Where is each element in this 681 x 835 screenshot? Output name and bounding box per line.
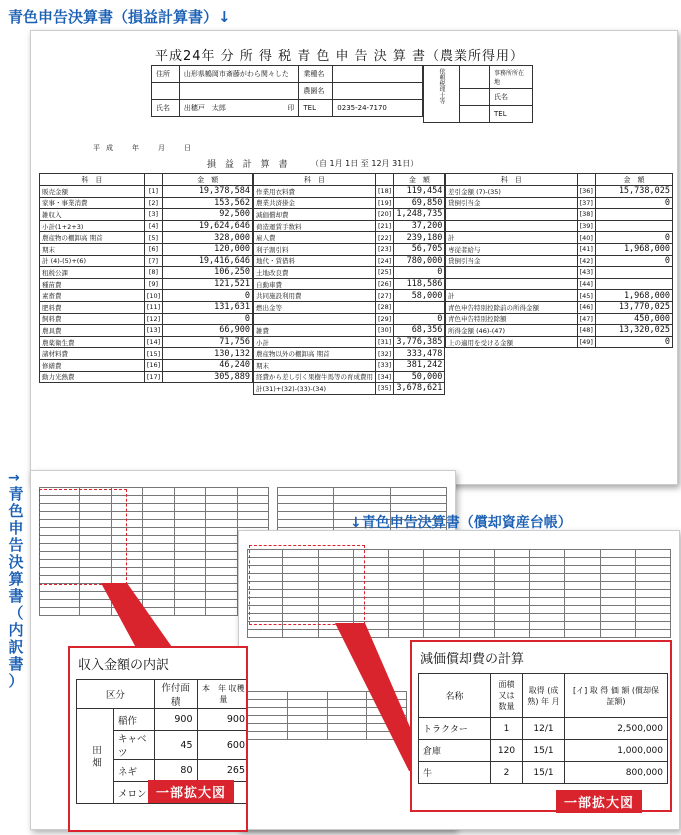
pl-item-amount: 68,356 [394, 325, 445, 337]
pl-item-label: 小計 [254, 336, 376, 348]
pl-row [254, 267, 445, 279]
pl-row [40, 290, 253, 302]
pl-item-amount: 153,562 [163, 197, 253, 209]
pl-item-amount: 19,378,584 [163, 186, 253, 198]
breakdown-zoom-panel [68, 646, 248, 832]
pl-item-label: 所得金額 (46)-(47) [446, 325, 578, 337]
pl-row [254, 371, 445, 383]
pl-item-number: [1] [144, 186, 162, 198]
asset-zoom-title: 減価償却費の計算 [420, 652, 525, 667]
pl-row [446, 278, 673, 290]
pl-item-amount: 3,776,385 [394, 336, 445, 348]
pl-item-number: [41] [577, 243, 595, 255]
pl-item-number: [27] [376, 290, 394, 302]
pl-item-number: [25] [376, 267, 394, 279]
pl-item-number: [11] [144, 301, 162, 313]
pl-row [446, 336, 673, 348]
pl-item-number: [2] [144, 197, 162, 209]
pl-item-amount [394, 301, 445, 313]
pl-item-amount [595, 267, 672, 279]
pl-item-number: [14] [144, 336, 162, 348]
pl-row [40, 371, 253, 383]
pl-item-amount: 118,586 [394, 278, 445, 290]
asset-zoom-badge: 一部拡大図 [556, 790, 642, 813]
pl-row [40, 267, 253, 279]
pl-item-label: 販売金額 [40, 186, 145, 198]
pl-item-number: [7] [144, 255, 162, 267]
pl-row [254, 336, 445, 348]
pl-item-number: [19] [376, 197, 394, 209]
pl-item-number: [16] [144, 359, 162, 371]
pl-item-amount: 37,200 [394, 220, 445, 232]
pl-item-label: 計 (4)-(5)+(6) [40, 255, 145, 267]
pl-row [446, 301, 673, 313]
pl-item-label: 差引金額 (7)-(35) [446, 186, 578, 198]
pl-item-number: [49] [577, 336, 595, 348]
pl-row [40, 197, 253, 209]
pl-item-amount: 239,180 [394, 232, 445, 244]
pl-row [254, 313, 445, 325]
pl-item-label: 燃出金等 [254, 301, 376, 313]
asset-zoom-table: 名称 面積 又は 数量 取得 (成熟) 年 月 [イ] 取 得 価 額 (償却保証額) トラクター 1 12/1 2,500,000 倉庫 120 15/1 1,000,000 牛 2 15/1 800,000 [418, 673, 668, 784]
pl-item-number: [8] [144, 267, 162, 279]
pl-item-amount: 71,756 [163, 336, 253, 348]
pl-row [254, 255, 445, 267]
pl-item-amount: 333,478 [394, 348, 445, 360]
pl-item-label [446, 278, 578, 290]
pl-item-amount: 19,624,646 [163, 220, 253, 232]
pl-item-number: [26] [376, 278, 394, 290]
pl-row [40, 359, 253, 371]
pl-item-label: 青色申告特別控除前の所得金額 [446, 301, 578, 313]
pl-item-amount: 0 [163, 313, 253, 325]
breakdown-zoom-badge: 一部拡大図 [148, 780, 234, 803]
pl-item-number: [3] [144, 209, 162, 221]
pl-item-label: 専従者給与 [446, 243, 578, 255]
main-title: 青色申告決算書（損益計算書）↓ [8, 8, 231, 26]
pl-item-label: 貸倒引当金 [446, 255, 578, 267]
pl-row [446, 267, 673, 279]
pl-item-label: 経費から差し引く果樹牛馬等の育成費用 [254, 371, 376, 383]
pl-item-number: [15] [144, 348, 162, 360]
pl-item-amount: 106,250 [163, 267, 253, 279]
pl-item-label [254, 313, 376, 325]
pl-row [40, 325, 253, 337]
pl-item-amount: 1,248,735 [394, 209, 445, 221]
pl-item-number: [13] [144, 325, 162, 337]
taxpayer-info: 住所 山形県鶴岡市斎藤がわら関々した 業種名 農園名 氏名 出穂戸 太郎 印 TEL 0235-24-7170 [151, 65, 423, 117]
pl-item-number: [5] [144, 232, 162, 244]
pl-item-amount: 0 [595, 232, 672, 244]
pl-item-amount: 121,521 [163, 278, 253, 290]
pl-item-label [446, 267, 578, 279]
pl-item-amount: 92,500 [163, 209, 253, 221]
pl-row [254, 301, 445, 313]
profit-loss-document [30, 30, 678, 485]
pl-item-number: [18] [376, 186, 394, 198]
pl-row [254, 278, 445, 290]
pl-item-number: [44] [577, 278, 595, 290]
pl-item-number: [20] [376, 209, 394, 221]
pl-item-label: 土地改良費 [254, 267, 376, 279]
pl-item-amount: 381,242 [394, 359, 445, 371]
pl-item-label: 素畜費 [40, 290, 145, 302]
pl-item-label: 共同施設利用費 [254, 290, 376, 302]
pl-row [446, 186, 673, 198]
pl-row [254, 232, 445, 244]
pl-item-number: [38] [577, 209, 595, 221]
pl-item-number: [45] [577, 290, 595, 302]
pl-item-number: [28] [376, 301, 394, 313]
pl-row [40, 255, 253, 267]
pl-row [40, 278, 253, 290]
pl-item-label: 農産物の棚卸高 期首 [40, 232, 145, 244]
pl-item-number: [4] [144, 220, 162, 232]
pl-row [254, 290, 445, 302]
pl-item-number: [39] [577, 220, 595, 232]
pl-item-amount: 130,132 [163, 348, 253, 360]
pl-item-amount: 13,320,025 [595, 325, 672, 337]
pl-row [40, 209, 253, 221]
pl-item-label: 家事・事業消費 [40, 197, 145, 209]
pl-item-amount: 19,416,646 [163, 255, 253, 267]
pl-item-amount: 328,000 [163, 232, 253, 244]
pl-row [40, 348, 253, 360]
pl-row [446, 243, 673, 255]
pl-item-amount: 450,000 [595, 313, 672, 325]
pl-item-label: 動力光熱費 [40, 371, 145, 383]
pl-item-label: 小計(1+2+3) [40, 220, 145, 232]
pl-row [446, 255, 673, 267]
pl-row [446, 220, 673, 232]
pl-item-label: 計(31)+(32)-(33)-(34) [254, 383, 376, 395]
pl-item-label: 肥料費 [40, 301, 145, 313]
pl-item-amount: 13,770,025 [595, 301, 672, 313]
pl-row [254, 359, 445, 371]
breakdown-zoom-title: 収入金額の内訳 [78, 658, 170, 673]
pl-table-middle: 科 目 金 額 作業用衣料費 [18] 119,454 農業共済掛金 [19] 69,850 減価償却費 [20] 1,248,735 荷造運賃手数料 [21] 37,200 雇人費 [22] 239,180 利子割引料 [23] 56,705 地代・賃借料 [24] 780,000 土地改良費 [25] 0 自動車費 [26] 118,586 共同施設利用費 [27] 58,000 燃出金等 [28] [29] 0 雑費 [30] 68,356 小計 [31] 3,776,385 農産物以外の棚卸高 期首 [32] 333,478 期末 [33] 381,242 経費から差し引く果樹牛馬等の育成費用 [34] 50,000 計(31)+(32)-(33)-(34) [35] 3,678,621 [253, 173, 445, 395]
asset-zoom-panel [410, 640, 672, 812]
pl-item-amount: 58,000 [394, 290, 445, 302]
pl-item-number: [21] [376, 220, 394, 232]
pl-item-amount: 3,678,621 [394, 383, 445, 395]
pl-item-amount [595, 220, 672, 232]
pl-item-amount: 69,850 [394, 197, 445, 209]
pl-item-label: 計 [446, 290, 578, 302]
pl-item-label: 雑収入 [40, 209, 145, 221]
pl-item-amount: 0 [394, 267, 445, 279]
pl-item-label: 修繕費 [40, 359, 145, 371]
pl-item-label: 農薬衛生費 [40, 336, 145, 348]
pl-item-number: [29] [376, 313, 394, 325]
pl-item-label: 農産物以外の棚卸高 期首 [254, 348, 376, 360]
pl-item-number: [24] [376, 255, 394, 267]
pl-item-amount [595, 278, 672, 290]
pl-item-label: 期末 [40, 243, 145, 255]
pl-table-right: 科 目 金 額 差引金額 (7)-(35) [36] 15,738,025 貸倒引当金 [37] 0 [38] [39] 計 [40] 0 専従者給与 [41] 1,968,000 貸倒引当金 [42] 0 [43] [44] 計 [45] 1,968,000 青色申告特別控除前の所得金額 [46] 13,770,025 青色申告特別控除額 [47] 450,000 所得金額 (46)-(47) [48] 13,320,025 上の適用を受ける金額 [49] 0 [445, 173, 673, 348]
pl-row [446, 197, 673, 209]
breakdown-zoom-table: 区分 作付面積 本 年 収穫量 田 畑 稲作 900 900 キャベツ 45 600 ネギ 80 265 メロン [76, 679, 248, 804]
pl-item-number: [42] [577, 255, 595, 267]
pl-row [254, 348, 445, 360]
pl-item-amount: 1,968,000 [595, 290, 672, 302]
pl-period: （自 1月 1日 至 12月 31日） [311, 159, 419, 168]
pl-item-amount: 66,900 [163, 325, 253, 337]
pl-row [40, 186, 253, 198]
pl-row [40, 301, 253, 313]
pl-item-amount: 15,738,025 [595, 186, 672, 198]
pl-item-label [446, 220, 578, 232]
document-title: 平成24年 分 所 得 税 青 色 申 告 決 算 書（農業所得用） [155, 49, 524, 64]
pl-item-label: 農業共済掛金 [254, 197, 376, 209]
pl-item-label: 荷造運賃手数料 [254, 220, 376, 232]
date-line: 平成 年 月 日 [93, 144, 197, 152]
agent-info: 依頼税理士等 事務所所在地 氏名 TEL [423, 65, 533, 123]
pl-item-amount: 780,000 [394, 255, 445, 267]
pl-item-amount [595, 209, 672, 221]
pl-row [254, 186, 445, 198]
pl-item-label: 地代・賃借料 [254, 255, 376, 267]
pl-item-number: [33] [376, 359, 394, 371]
pl-row [254, 243, 445, 255]
pl-item-amount: 0 [595, 255, 672, 267]
pl-item-number: [40] [577, 232, 595, 244]
pl-item-number: [36] [577, 186, 595, 198]
pl-row [40, 336, 253, 348]
pl-item-amount: 56,705 [394, 243, 445, 255]
pl-row [254, 325, 445, 337]
pl-item-number: [34] [376, 371, 394, 383]
pl-item-label: 雑費 [254, 325, 376, 337]
pl-item-label: 計 [446, 232, 578, 244]
pl-row [446, 313, 673, 325]
pl-subtitle: 損 益 計 算 書 [207, 160, 291, 170]
pl-item-number: [32] [376, 348, 394, 360]
pl-item-label [446, 209, 578, 221]
pl-table-left: 科 目 金 額 販売金額 [1] 19,378,584 家事・事業消費 [2] 153,562 雑収入 [3] 92,500 小計(1+2+3) [4] 19,624,646 農産物の棚卸高 期首 [5] 328,000 期末 [6] 120,000 計 (4)-(5)+(6) [7] 19,416,646 租税公課 [8] 106,250 種苗費 [9] 121,521 素畜費 [10] 0 肥料費 [11] 131,631 飼料費 [12] 0 農具費 [13] 66,900 農薬衛生費 [14] 71,756 諸材料費 [15] 130,132 修繕費 [16] 46,240 動力光熱費 [17] 305,889 [39, 173, 253, 383]
pl-item-number: [22] [376, 232, 394, 244]
pl-item-label: 青色申告特別控除額 [446, 313, 578, 325]
pl-item-label: 飼料費 [40, 313, 145, 325]
pl-item-amount: 119,454 [394, 186, 445, 198]
pl-row [446, 232, 673, 244]
pl-item-number: [9] [144, 278, 162, 290]
pl-row [446, 209, 673, 221]
pl-item-number: [10] [144, 290, 162, 302]
pl-item-number: [37] [577, 197, 595, 209]
pl-item-amount: 131,631 [163, 301, 253, 313]
pl-row [254, 197, 445, 209]
pl-item-amount: 0 [394, 313, 445, 325]
pl-item-amount: 46,240 [163, 359, 253, 371]
pl-item-amount: 305,889 [163, 371, 253, 383]
pl-item-label: 上の適用を受ける金額 [446, 336, 578, 348]
asset-title: ↓青色申告決算書（償却資産台帳） [350, 515, 572, 531]
pl-item-label: 農具費 [40, 325, 145, 337]
pl-row [254, 383, 445, 395]
pl-item-number: [35] [376, 383, 394, 395]
pl-item-number: [30] [376, 325, 394, 337]
pl-item-number: [43] [577, 267, 595, 279]
pl-item-amount: 0 [163, 290, 253, 302]
pl-item-number: [48] [577, 325, 595, 337]
pl-row [40, 313, 253, 325]
pl-row [254, 220, 445, 232]
pl-row [40, 232, 253, 244]
pl-item-label: 雇人費 [254, 232, 376, 244]
pl-row [446, 290, 673, 302]
pl-item-label: 種苗費 [40, 278, 145, 290]
pl-item-label: 貸倒引当金 [446, 197, 578, 209]
pl-item-label: 期末 [254, 359, 376, 371]
pl-item-number: [6] [144, 243, 162, 255]
pl-item-label: 利子割引料 [254, 243, 376, 255]
pl-item-label: 自動車費 [254, 278, 376, 290]
pl-item-amount: 1,968,000 [595, 243, 672, 255]
pl-item-amount: 120,000 [163, 243, 253, 255]
pl-item-number: [12] [144, 313, 162, 325]
pl-item-amount: 0 [595, 197, 672, 209]
pl-item-number: [46] [577, 301, 595, 313]
breakdown-arrow: → [8, 470, 20, 486]
pl-row [446, 325, 673, 337]
pl-item-number: [23] [376, 243, 394, 255]
pl-item-amount: 0 [595, 336, 672, 348]
pl-row [254, 209, 445, 221]
pl-item-label: 諸材料費 [40, 348, 145, 360]
pl-item-number: [31] [376, 336, 394, 348]
breakdown-title: 青 色 申 告 決 算 書 （ 内 訳 書 ） [8, 485, 24, 690]
pl-item-number: [47] [577, 313, 595, 325]
pl-item-label: 減価償却費 [254, 209, 376, 221]
pl-row [40, 220, 253, 232]
pl-item-number: [17] [144, 371, 162, 383]
pl-item-label: 作業用衣料費 [254, 186, 376, 198]
pl-item-amount: 50,000 [394, 371, 445, 383]
pl-item-label: 租税公課 [40, 267, 145, 279]
pl-row [40, 243, 253, 255]
